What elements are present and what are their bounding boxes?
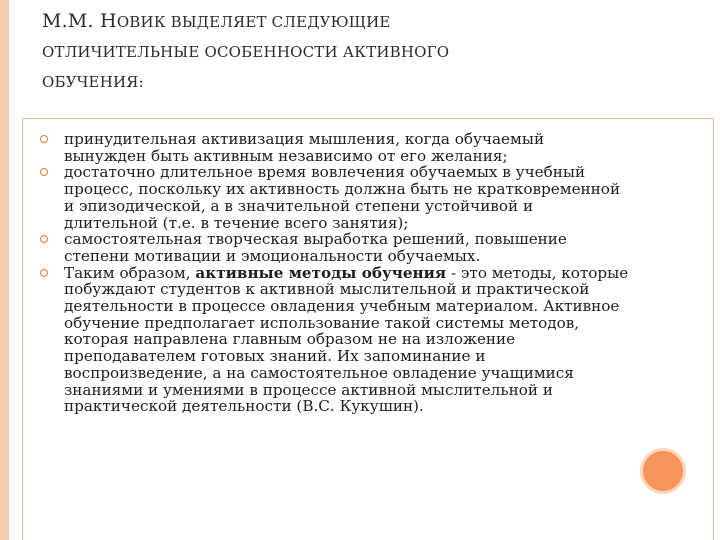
list-item-text-after: - это методы, которые побуждают студентов к активной мыслительной и практической деятельности в процессе овладения учебным материалом. Активное обучение предполагает использование такой системы методов, которая направлена главным образом не на изложение преподавателем готовых знаний. Их запоминание и воспроизведение, а на самостоятельное овладение учащимися знаниями и умениями в процессе активной мыслительной и практической деятельности (В.С. Кукушин). [64,263,629,416]
bullet-list [40,131,630,415]
list-item [40,164,630,231]
slide-title [42,6,682,97]
left-accent-bar [0,0,9,540]
list-item-text-bold: активные методы обучения [195,263,447,282]
title-line-1 [42,6,682,37]
title-cap: М.М. Н [42,10,117,32]
list-item [40,265,630,415]
circle-outline-bullet-icon [40,135,48,143]
circle-outline-bullet-icon [40,168,48,176]
frame-line-right [713,118,714,540]
list-item-text: принудительная активизация мышления, когда обучаемый вынужден быть активным независимо от его желания; [64,130,545,165]
list-item [40,231,630,264]
list-item-text-before: Таким образом, [64,263,196,282]
orange-circle-icon [640,448,686,494]
title-line-3: ОБУЧЕНИЯ: [42,73,144,91]
title-line-1-rest: ОВИК ВЫДЕЛЯЕТ СЛЕДУЮЩИЕ [116,13,391,31]
circle-outline-bullet-icon [40,235,48,243]
title-line-2: ОТЛИЧИТЕЛЬНЫЕ ОСОБЕННОСТИ АКТИВНОГО [42,43,450,61]
title-divider [22,118,714,119]
list-item-text: самостоятельная творческая выработка решений, повышение степени мотивации и эмоциональности обучаемых. [64,230,567,265]
list-item [40,131,630,164]
circle-outline-bullet-icon [40,269,48,277]
frame-line-left [22,118,23,540]
list-item-text: достаточно длительное время вовлечения обучаемых в учебный процесс, поскольку их активность должна быть не кратковременной и эпизодической, а в значительной степени устойчивой и длительной (т.е. в течение всего занятия); [64,163,621,232]
